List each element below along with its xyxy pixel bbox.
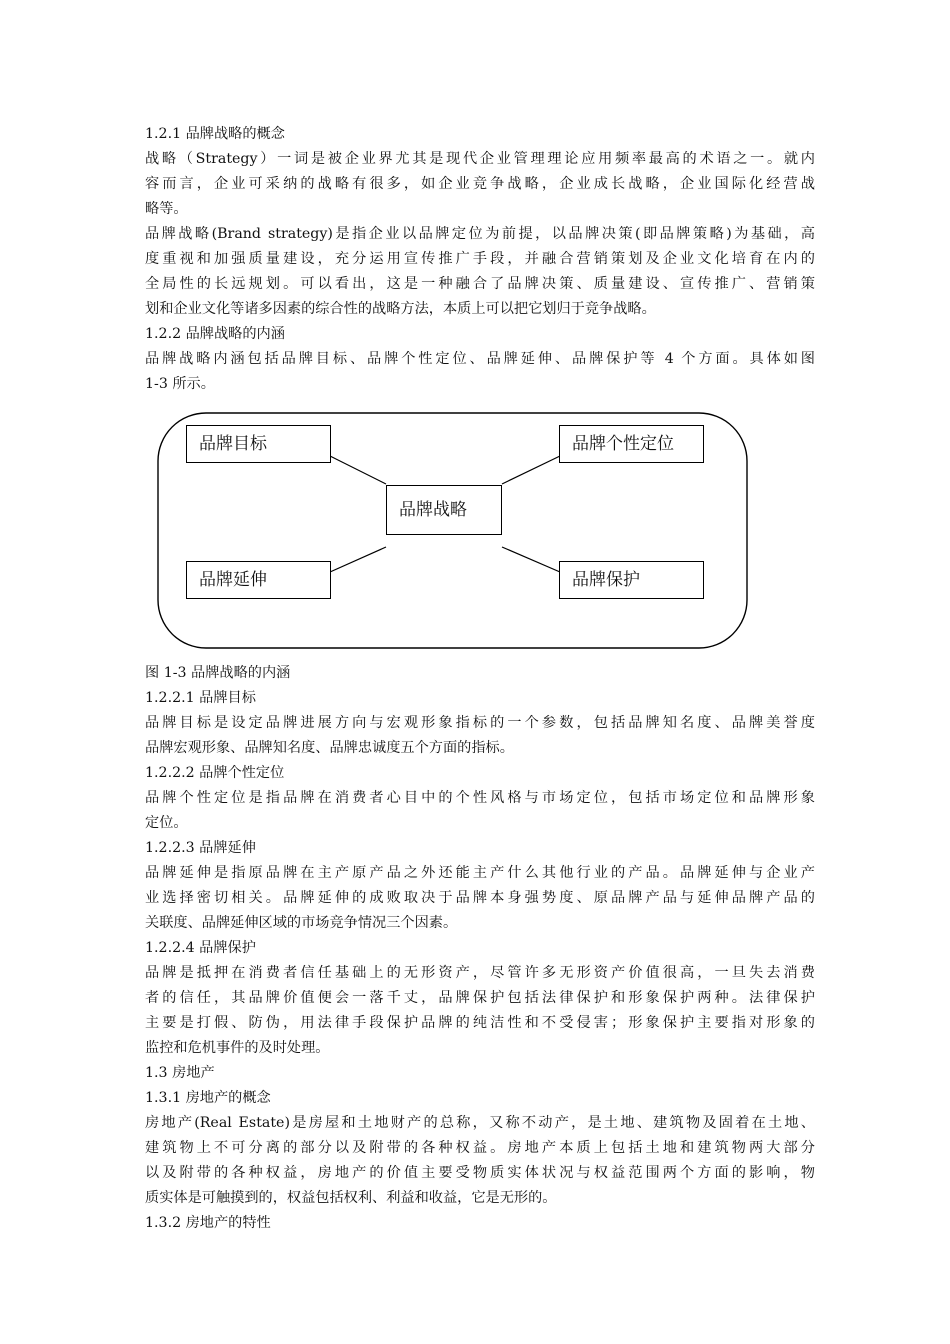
paragraph-line: 品牌个性定位是指品牌在消费者心目中的个性风格与市场定位，包括市场定位和品牌形象 [145, 790, 815, 806]
paragraph-line: 全局性的长远规划。可以看出，这是一种融合了品牌决策、质量建设、宣传推广、营销策 [145, 276, 815, 292]
paragraph-line: 定位。 [145, 815, 188, 831]
connector-top-left [330, 456, 386, 484]
document-page [145, 122, 815, 1236]
paragraph-line: 度重视和加强质量建设，充分运用宣传推广手段，并融合营销策划及企业文化培育在内的 [145, 251, 815, 267]
figure-caption: 图 1-3 品牌战略的内涵 [145, 665, 291, 681]
paragraph-line: 划和企业文化等诸多因素的综合性的战略方法，本质上可以把它划归于竞争战略。 [145, 301, 656, 317]
section-heading-1-2-2-1: 1.2.2.1 品牌目标 [145, 690, 256, 706]
paragraph-line: 品牌延伸是指原品牌在主产原产品之外还能主产什么其他行业的产品。品牌延伸与企业产 [145, 865, 815, 881]
section-heading-1-2-2-2: 1.2.2.2 品牌个性定位 [145, 765, 285, 781]
paragraph-line: 战略（Strategy）一词是被企业界尤其是现代企业管理理论应用频率最高的术语之一。就内 [145, 151, 815, 167]
section-heading-1-2-2: 1.2.2 品牌战略的内涵 [145, 326, 285, 342]
section-heading-1-2-1: 1.2.1 品牌战略的概念 [145, 126, 285, 142]
connector-top-right [502, 456, 560, 484]
section-heading-1-2-2-3: 1.2.2.3 品牌延伸 [145, 840, 256, 856]
paragraph-line: 品牌是抵押在消费者信任基础上的无形资产，尽管许多无形资产价值很高，一旦失去消费 [145, 965, 815, 981]
diagram-box-brand-extension: 品牌延伸 [186, 561, 331, 599]
paragraph-line: 关联度、品牌延伸区域的市场竞争情况三个因素。 [145, 915, 458, 931]
paragraph-line: 略等。 [145, 201, 188, 217]
paragraph-line: 品牌宏观形象、品牌知名度、品牌忠诚度五个方面的指标。 [145, 740, 514, 756]
paragraph-line: 质实体是可触摸到的，权益包括权利、利益和收益，它是无形的。 [145, 1190, 557, 1206]
section-heading-1-3-2: 1.3.2 房地产的特性 [145, 1215, 271, 1231]
section-heading-1-3: 1.3 房地产 [145, 1065, 215, 1081]
connector-bottom-left [330, 547, 386, 572]
paragraph-line: 品牌目标是设定品牌进展方向与宏观形象指标的一个参数，包括品牌知名度、品牌美誉度 [145, 715, 815, 731]
diagram-box-brand-protection: 品牌保护 [559, 561, 704, 599]
paragraph-line: 主要是打假、防伪，用法律手段保护品牌的纯洁性和不受侵害；形象保护主要指对形象的 [145, 1015, 815, 1031]
paragraph-line: 建筑物上不可分离的部分以及附带的各种权益。房地产本质上包括土地和建筑物两大部分 [145, 1140, 815, 1156]
paragraph-line: 以及附带的各种权益，房地产的价值主要受物质实体状况与权益范围两个方面的影响，物 [145, 1165, 815, 1181]
paragraph-line: 监控和危机事件的及时处理。 [145, 1040, 330, 1056]
diagram-box-brand-goal: 品牌目标 [186, 425, 331, 463]
connector-bottom-right [502, 547, 560, 572]
paragraph-line: 品牌战略(Brand strategy)是指企业以品牌定位为前提，以品牌决策(即品牌策略)为基础，高 [145, 226, 815, 242]
brand-strategy-diagram [145, 412, 815, 658]
paragraph-line: 容而言，企业可采纳的战略有很多，如企业竞争战略，企业成长战略，企业国际化经营战 [145, 176, 815, 192]
paragraph-line: 品牌战略内涵包括品牌目标、品牌个性定位、品牌延伸、品牌保护等 4 个方面。具体如图 [145, 351, 815, 367]
paragraph-line: 1-3 所示。 [145, 376, 215, 392]
diagram-box-brand-strategy: 品牌战略 [386, 485, 502, 535]
section-heading-1-3-1: 1.3.1 房地产的概念 [145, 1090, 271, 1106]
paragraph-line: 房地产(Real Estate)是房屋和土地财产的总称，又称不动产，是土地、建筑物及固着在土地、 [145, 1115, 815, 1131]
paragraph-line: 者的信任，其品牌价值便会一落千丈，品牌保护包括法律保护和形象保护两种。法律保护 [145, 990, 815, 1006]
section-heading-1-2-2-4: 1.2.2.4 品牌保护 [145, 940, 256, 956]
diagram-box-brand-personality-positioning: 品牌个性定位 [559, 425, 704, 463]
paragraph-line: 业选择密切相关。品牌延伸的成败取决于品牌本身强势度、原品牌产品与延伸品牌产品的 [145, 890, 815, 906]
